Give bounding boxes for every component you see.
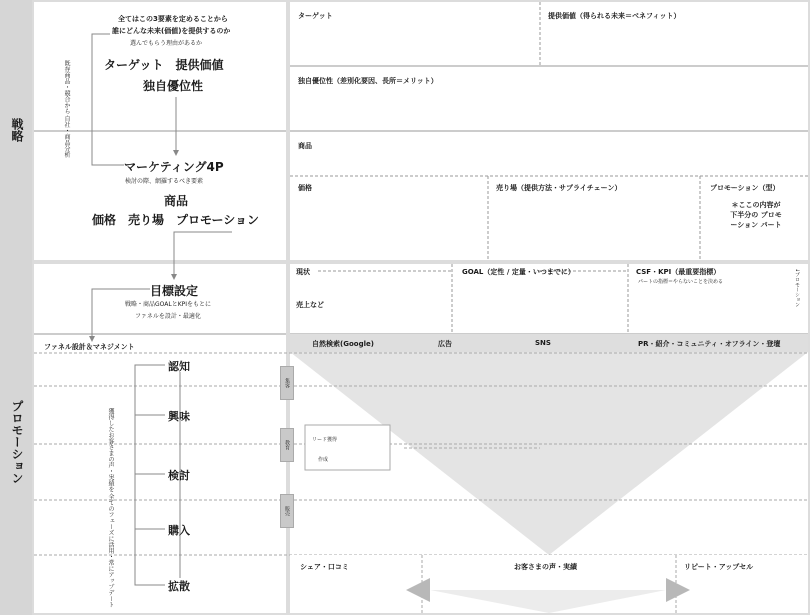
- tag-sales: 販売: [280, 494, 294, 528]
- csf-kpi-label: CSF・KPI（最重要指標）: [636, 268, 721, 276]
- promotion-vertical-label: ↓プロモーション: [794, 268, 800, 308]
- unique-heading: 独自優位性: [143, 79, 204, 93]
- channel-ads: 広告: [438, 340, 452, 348]
- customer-voice-label: お客さまの声・実績: [514, 563, 577, 571]
- price-cell-label: 価格: [298, 184, 312, 192]
- current-label: 現状: [296, 268, 310, 276]
- lead-acquisition-label: リード獲得: [312, 437, 338, 443]
- marketing-4p-sub: 検討の際、網羅するべき要素: [125, 178, 204, 185]
- goal-cell-label: GOAL（定性 / 定量・いつまでに）: [462, 268, 575, 276]
- promotion-cell-note: ＊ここの内容が 下半分の プロモーション パート: [730, 201, 782, 229]
- benefit-cell-label: 提供価値（得られる未来＝ベネフィット）: [548, 12, 681, 20]
- funnel-step-interest: 興味: [168, 410, 190, 423]
- goal-title: 目標設定: [150, 284, 199, 298]
- csf-kpi-sub: パートの指標＝やらないことを決める: [638, 279, 724, 285]
- goal-sub-1: 戦略・商品GOALとKPIをもとに: [125, 301, 212, 308]
- intro-line-1: 全てはこの3要素を定めることから: [118, 15, 228, 23]
- four-p-heading: 価格 売り場 プロモーション: [92, 213, 260, 227]
- share-reviews-label: シェア・口コミ: [300, 563, 349, 571]
- target-cell-label: ターゲット: [298, 12, 333, 20]
- repeat-upsell-label: リピート・アップセル: [684, 563, 754, 571]
- funnel-step-awareness: 認知: [168, 360, 190, 373]
- channel-sns: SNS: [535, 339, 551, 347]
- side-note: 既存商品・競合から 自社・商品分析: [63, 60, 70, 158]
- funnel-label: ファネル設計＆マネジメント: [44, 343, 135, 351]
- funnel-step-spread: 拡散: [168, 580, 190, 593]
- funnel-step-consideration: 検討: [168, 469, 190, 482]
- sales-label: 売上など: [296, 301, 324, 309]
- tag-education: 教育: [280, 428, 294, 462]
- funnel-step-purchase: 購入: [168, 524, 190, 537]
- intro-line-2: 誰にどんな未来(価値)を提供するのか: [112, 27, 231, 35]
- section-promotion: プロモーション: [10, 400, 24, 484]
- marketing-4p-title: マーケティング4P: [124, 160, 224, 174]
- section-strategy: 戦略: [10, 118, 24, 142]
- target-value-heading: ターゲット 提供価値: [104, 58, 224, 72]
- promotion-cell-label: プロモーション（型）: [710, 184, 780, 192]
- tag-acquisition: 集客: [280, 366, 294, 400]
- product-cell-label: 商品: [298, 142, 312, 150]
- intro-line-3: 選んでもらう理由があるか: [130, 40, 203, 47]
- funnel-note: 獲得したお客さまの声・実績を 全てのフェーズに活用・常にアップデート: [107, 408, 114, 608]
- place-cell-label: 売り場（提供方法・サプライチェーン）: [496, 184, 622, 192]
- channel-organic: 自然検索(Google): [312, 340, 374, 348]
- product-heading: 商品: [164, 194, 189, 208]
- advantage-cell-label: 独自優位性（差別化要因、長所＝メリット）: [298, 77, 438, 85]
- lead-create-label: 作成: [318, 457, 329, 463]
- goal-sub-2: ファネルを設計・最適化: [135, 313, 201, 320]
- channel-pr: PR・紹介・コミュニティ・オフライン・登壇: [638, 340, 781, 348]
